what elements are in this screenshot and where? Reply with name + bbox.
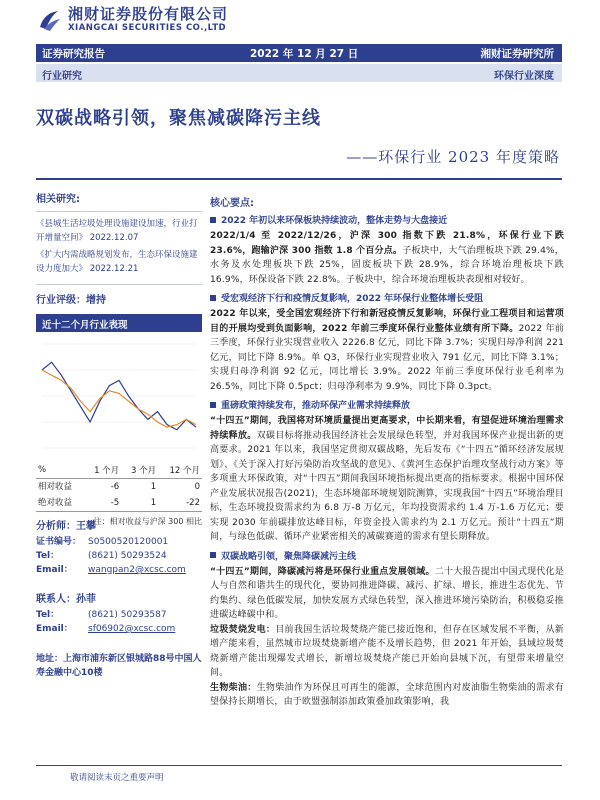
report-type: 证券研究报告 [42,48,105,60]
email-label: Email： [36,624,73,634]
contact-name: 联系人：孙菲 [36,594,96,605]
table-row [36,479,202,496]
perf-header: 3 个月 [121,462,158,479]
analyst-tel: (8621) 50293524 [88,551,167,561]
perf-row-label: 绝对收益 [36,495,84,512]
perf-row-label: 相对收益 [38,482,73,492]
bullet-square-icon [210,295,216,301]
related-item-date: 2022.12.21 [89,263,139,274]
institute: 湘财证券研究所 [480,48,554,60]
analyst-info [36,520,206,680]
header-band [36,44,562,62]
perf-note: 注：相对收益与沪深 300 相比 [93,517,202,526]
subcategory: 环保行业深度 [494,71,554,82]
paragraph: “十四五”期间，降碳减污将是环保行业重点发展领域。二十大报告提出中国式现代化是人与自然和谐共生的现代化，要协同推进降碳、减污、扩绿、增长，推进生态优先、节约集约、绿色低碳发展，加快发展方式绿色转型，深入推进环境污染防治，积极稳妥推进碳达峰碳中和。 [210,566,564,620]
perf-title: 近十二个月行业表现 [36,314,202,332]
main-title: 双碳战略引领，聚焦减碳降污主线 [36,108,321,129]
perf-cell: -22 [158,495,202,512]
related-item-date: 2022.12.07 [89,232,139,243]
footer-rule [36,765,562,766]
paragraph: 2022 年以来，受全国宏观经济下行和新冠疫情反复影响，环保行业工程项目和运营项目的开展均受到负面影响，2022 年前三季度环保行业整体业绩有所下降。2022 年前三季度，环保行业实现营业收入 2226.8 亿元，同比下降 3.7%；实现归母净利润 221 亿元，同比下降 8.9%。单 Q3，环保行业实现营业收入 791 亿元，同比下降 3.1%；实现归母净利润 92 亿元，同比增长 3.9%。2022 年前三季度环保行业毛利率为 26.5%，同比下降 0.5pct；归母净利率为 9.9%，同比下降 0.3pct。 [210,309,564,392]
related-title: 相关研究: [36,194,80,205]
cert-number: S0500520120001 [88,537,169,547]
bullet-square-icon [210,552,216,558]
logo-cn: 湘财证券股份有限公司 [68,5,229,23]
contact-email[interactable]: sf06902@xcsc.com [88,624,176,634]
perf-table [36,462,202,512]
bullet-square-icon [210,217,216,223]
perf-cell: -6 [110,482,120,492]
table-row [36,495,202,512]
section-heading: 受宏观经济下行和疫情反复影响，2022 年环保行业整体增长受阻 [210,291,564,304]
perf-cell: 0 [194,482,200,492]
category-band [36,64,562,82]
address: 地址：上海市浦东新区银城路88号中国人寿金融中心10楼 [36,654,202,678]
paragraph: 垃圾焚烧发电：目前我国生活垃圾焚烧产能已接近饱和，但存在区域发展不平衡，从新增产能来看，虽然城市垃圾焚烧新增产能不及增长趋势，但 2021 年开始，县域垃圾焚烧新增产能出现爆发式增长，新增垃圾焚烧产能已开始向县城下沉，有望带来增量空间。 [210,624,564,678]
logo-en: XIANGCAI SECURITIES CO.,LTD [68,23,227,33]
bullet-square-icon [210,402,216,408]
related-item-text: 《县城生活垃圾处理设施建设加速，行业打开增量空间》 [36,219,198,243]
perf-cell: 1 [121,495,158,512]
section-heading: 双碳战略引领，聚焦降碳减污主线 [210,549,564,562]
section-heading: 重磅政策持续发布，推动环保产业需求持续释放 [210,398,564,411]
sub-title: ——环保行业 2023 年度策略 [346,148,560,166]
related-item[interactable] [36,218,202,245]
paragraph: 生物柴油：生物柴油作为环保且可再生的能源，全球范围内对废油脂生物柴油的需求有望保持长期增长，由于欧盟强制添加政策叠加政策影响，我 [210,682,564,707]
perf-cell: -5 [84,495,121,512]
core-title: 核心要点: [210,198,254,209]
report-date: 2022 年 12 月 27 日 [250,48,359,60]
related-list [36,211,202,276]
logo-mark-icon [36,7,62,33]
core-points [210,194,564,710]
analyst-email[interactable]: wangpan2@xcsc.com [88,565,186,575]
related-item-text: 《扩大内需战略规划发布，生态环保设施建设力度加大》 [36,250,198,274]
series-line [42,370,196,427]
analyst-name: 分析师：王攀 [36,521,96,532]
contact-tel: (8621) 50293587 [88,610,167,620]
perf-header: 12 个月 [158,462,202,479]
paragraph: 2022/1/4 至 2022/12/26，沪深 300 指数下跌 21.8%，环保行业下跌 23.6%，跑输沪深 300 指数 1.8 个百分点。子板块中，大气治理板块下跌 29.4%，水务及水处理板块下跌 25%，固废板块下跌 28.9%，综合环境治理板块下跌 16.9%，环保设备下跌 22.8%。子板块中，综合环境治理板块表现相对较好。 [210,231,565,285]
industry-rating: 行业评级：增持 [36,284,202,306]
title-rule [36,178,562,180]
tel-label: Tel： [36,610,60,620]
footer-note: 敬请阅读末页之重要声明 [70,773,164,783]
tel-label: Tel： [36,551,60,561]
performance-chart [36,336,202,456]
cert-label: 证书编号： [36,537,82,547]
perf-cell: 1 [150,482,157,492]
email-label: Email： [36,565,73,575]
paragraph: “十四五”期间，我国将对环境质量提出更高要求，中长期来看，有望促进环境治理需求持续释放。双碳目标将推动我国经济社会发展绿色转型，并对我国环保产业提出新的更高要求。2021 年以来，我国坚定贯彻双碳战略，先后发布《“十四五”循环经济发展规划》、《关于深入打好污染防治攻坚战的意见》、《黄河生态保护治理攻坚战行动方案》等多项重大环保政策，对“十四五”期间我国环境指标提出更高的指标要求。根据中国环保产业发展状况报告(2021)，生态环境部环境规划院测算，实现我国“十四五”环境治理目标，生态环境投资需求约为 6.8 万-8 万亿元，年均投资需求约 1.4 万-1.6 万亿元；要实现 2030 年前碳排放达峰目标，年资金投入需求约为 2.1 万亿元。预计“十四五”期间，与绿色低碳、循环产业紧密相关的减碳赛道的需求有望长期释放。 [210,416,564,542]
related-item[interactable] [36,249,202,276]
company-logo [36,6,228,34]
section-heading: 2022 年初以来环保板块持续波动，整体走势与大盘接近 [210,213,564,226]
sidebar [36,190,202,527]
category: 行业研究 [42,71,82,82]
perf-header: % [36,462,84,479]
perf-header: 1 个月 [84,462,121,479]
